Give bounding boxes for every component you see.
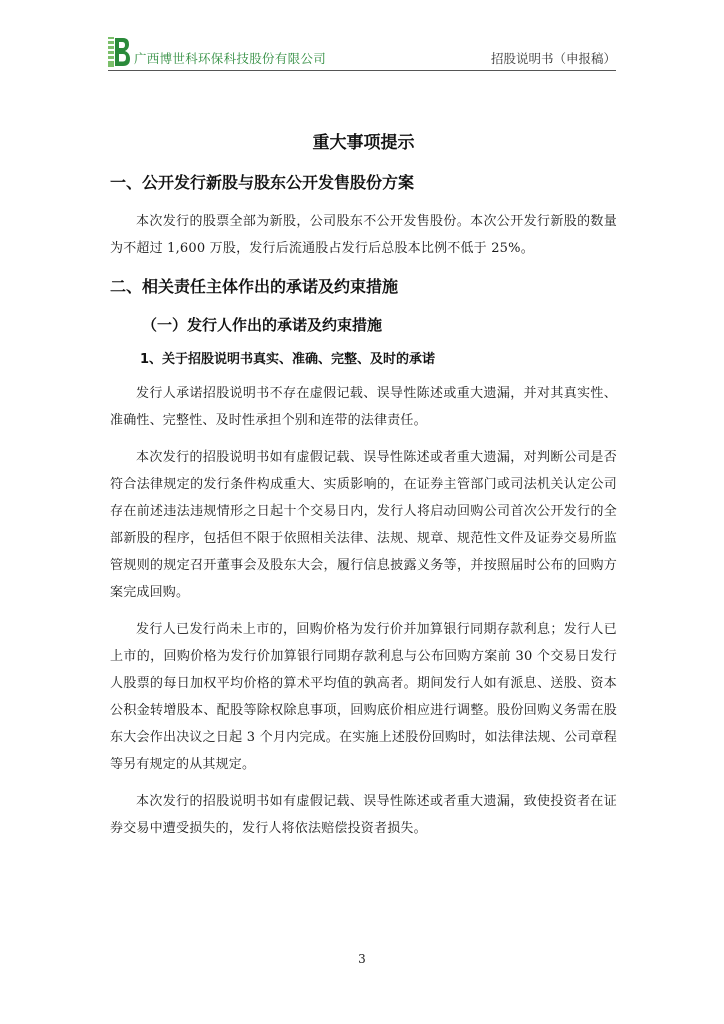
header-divider bbox=[108, 70, 616, 71]
item-heading: 1、关于招股说明书真实、准确、完整、及时的承诺 bbox=[140, 352, 436, 367]
page-title: 重大事项提示 bbox=[312, 133, 415, 153]
section-heading-1: 一、公开发行新股与股东公开发售股份方案 bbox=[110, 173, 415, 192]
company-name: 广西博世科环保科技股份有限公司 bbox=[134, 51, 327, 66]
paragraph: 本次发行的招股说明书如有虚假记载、误导性陈述或者重大遗漏，致使投资者在证券交易中遭受损失的，发行人将依法赔偿投资者损失。 bbox=[110, 794, 617, 836]
paragraph: 发行人承诺招股说明书不存在虚假记载、误导性陈述或重大遗漏，并对其真实性、准确性、完整性、及时性承担个别和连带的法律责任。 bbox=[110, 386, 617, 428]
document-type: 招股说明书（申报稿） bbox=[490, 51, 616, 66]
page-header bbox=[108, 37, 616, 73]
section-heading-2: 二、相关责任主体作出的承诺及约束措施 bbox=[110, 277, 399, 296]
subsection-heading: （一）发行人作出的承诺及约束措施 bbox=[142, 316, 383, 334]
page-number: 3 bbox=[358, 952, 366, 966]
document-body bbox=[110, 128, 617, 852]
bossco-logo-icon bbox=[108, 37, 130, 67]
paragraph: 发行人已发行尚未上市的，回购价格为发行价并加算银行同期存款利息；发行人已上市的，回购价格为发行价加算银行同期存款利息与公布回购方案前 30 个交易日发行人股票的每日加权平均价格的算术平均值的孰高者。期间发行人如有派息、送股、资本公积金转增股本、配股等除权除息事项，回购底价相应进行调整。股份回购义务需在股东大会作出决议之日起 3 个月内完成。在实施上述股份回购时，如法律法规、公司章程等另有规定的从其规定。 bbox=[110, 622, 617, 772]
paragraph: 本次发行的股票全部为新股，公司股东不公开发售股份。本次公开发行新股的数量为不超过 1,600 万股，发行后流通股占发行后总股本比例不低于 25%。 bbox=[110, 214, 617, 256]
paragraph: 本次发行的招股说明书如有虚假记载、误导性陈述或者重大遗漏，对判断公司是否符合法律规定的发行条件构成重大、实质影响的，在证券主管部门或司法机关认定公司存在前述违法违规情形之日起十个交易日内，发行人将启动回购公司首次公开发行的全部新股的程序，包括但不限于依照相关法律、法规、规章、规范性文件及证券交易所监管规则的规定召开董事会及股东大会，履行信息披露义务等，并按照届时公布的回购方案完成回购。 bbox=[110, 450, 617, 600]
